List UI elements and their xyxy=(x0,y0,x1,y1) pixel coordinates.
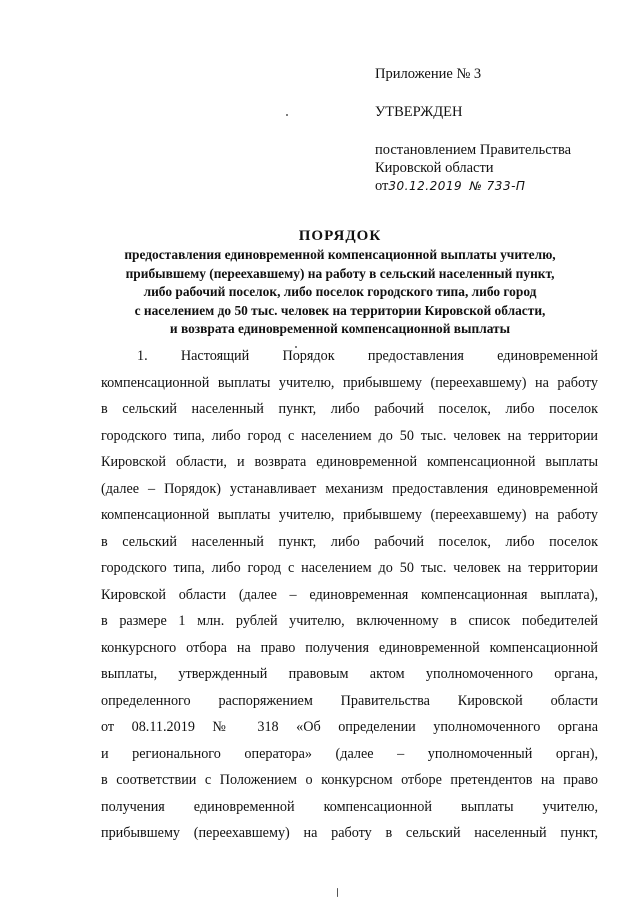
subtitle-line: с населением до 50 тыс. человек на территории Кировской области, xyxy=(134,302,546,318)
document-subtitle xyxy=(40,246,640,339)
body-line: в соответствии с Положением о конкурсном отборе претендентов на право xyxy=(101,772,598,788)
body-line: 1. Настоящий Порядок предоставления единовременной xyxy=(137,348,598,364)
body-line: в сельский населенный пункт, либо рабочий поселок, либо поселок xyxy=(101,533,598,550)
handwritten-date: 30.12.2019 xyxy=(388,179,463,193)
handwritten-number: № 733-П xyxy=(469,179,526,193)
body-line: конкурсного отбора на право получения единовременной компенсационной xyxy=(101,639,598,656)
body-line: в размере 1 млн. рублей учителю, включенному в список победителей xyxy=(101,613,598,629)
body-line: и регионального оператора» (далее – уполномоченный орган), xyxy=(101,745,598,762)
body-line: компенсационной выплаты учителю, прибывшему (переехавшему) на работу xyxy=(101,507,598,523)
subtitle-line: прибывшему (переехавшему) на работу в сельский населенный пункт, xyxy=(125,265,555,281)
subtitle-line: предоставления единовременной компенсационной выплаты учителю, xyxy=(124,247,556,262)
decree-date-line xyxy=(375,178,525,195)
scan-speck xyxy=(295,346,297,348)
decree-line-2: Кировской области xyxy=(375,160,494,176)
subtitle-line: либо рабочий поселок, либо поселок городского типа, либо город xyxy=(143,284,537,299)
body-line: компенсационной выплаты учителю, прибывшему (переехавшему) на работу xyxy=(101,374,598,391)
scan-speck xyxy=(337,888,338,897)
body-line: (далее – Порядок) устанавливает механизм предоставления единовременной xyxy=(101,480,598,497)
body-line: городского типа, либо город с населением до 50 тыс. человек на территории xyxy=(101,427,598,444)
body-line: получения единовременной компенсационной выплаты учителю, xyxy=(101,798,598,815)
document-title: ПОРЯДОК xyxy=(298,228,382,244)
scan-speck xyxy=(286,114,288,116)
body-line: Кировской области (далее – единовременная компенсационная выплата), xyxy=(101,586,598,603)
body-line: выплаты, утвержденный правовым актом уполномоченного органа, xyxy=(101,666,598,682)
body-line: прибывшему (переехавшему) на работу в сельский населенный пункт, xyxy=(101,825,598,841)
approved-label: УТВЕРЖДЕН xyxy=(375,104,463,120)
date-prefix: от xyxy=(375,178,389,194)
body-line: Кировской области, и возврата единовременной компенсационной выплаты xyxy=(101,454,598,470)
subtitle-line: и возврата единовременной компенсационной выплаты xyxy=(169,321,511,336)
body-line: городского типа, либо город с населением до 50 тыс. человек на территории xyxy=(101,560,598,576)
annex-number: Приложение № 3 xyxy=(375,66,482,82)
body-line: в сельский населенный пункт, либо рабочий поселок, либо поселок xyxy=(101,401,598,417)
decree-line-1: постановлением Правительства xyxy=(375,142,572,158)
body-line: от 08.11.2019 № 318 «Об определении уполномоченного органа xyxy=(101,719,598,735)
body-line: определенного распоряжением Правительства Кировской области xyxy=(101,692,598,709)
